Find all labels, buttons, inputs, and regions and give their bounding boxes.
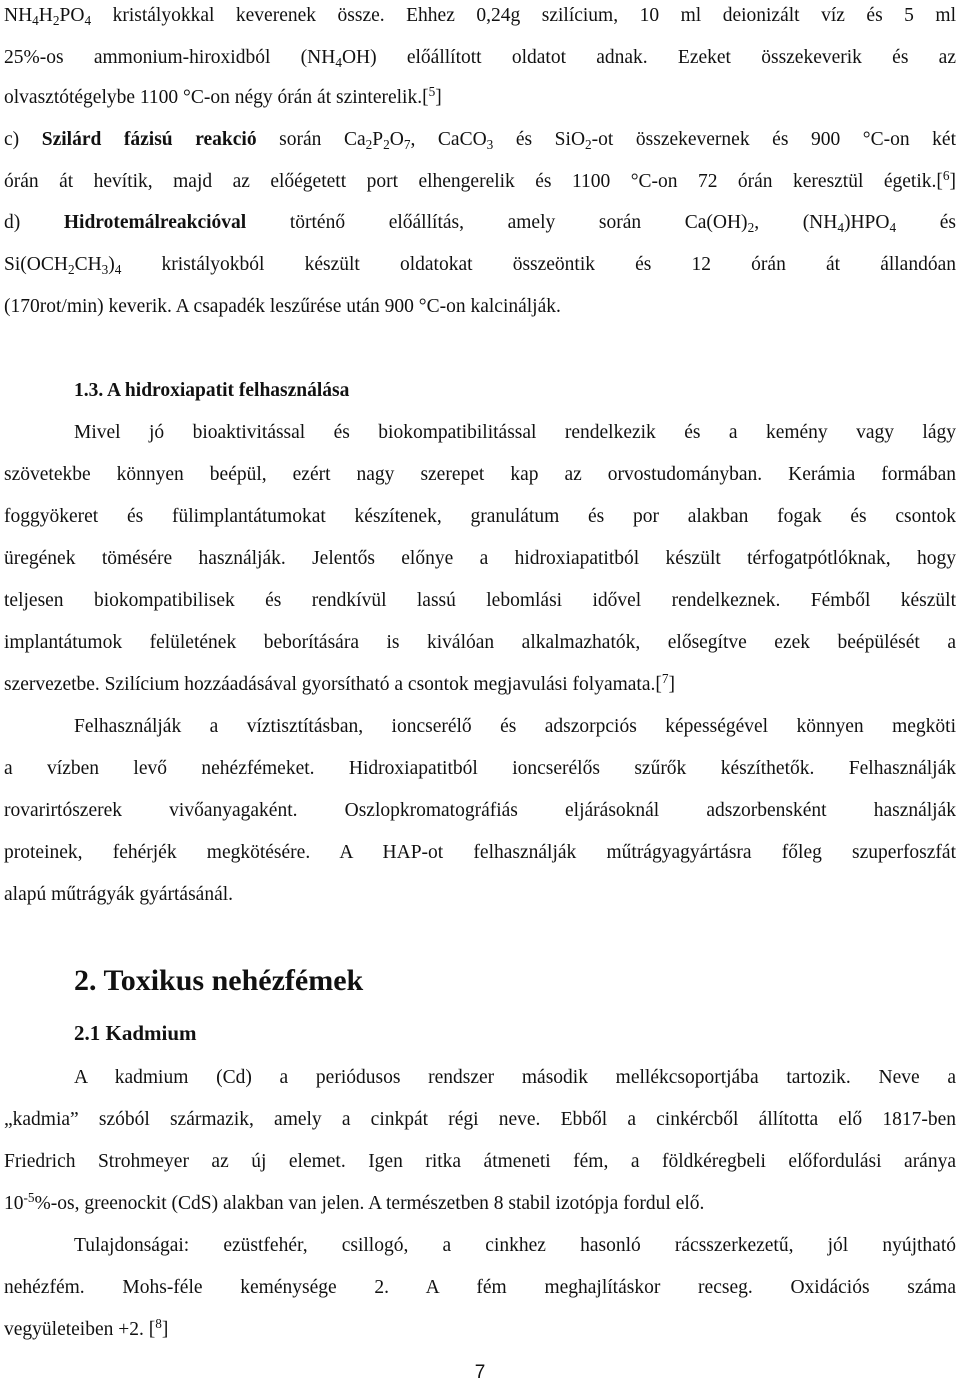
text-line: rovarirtószerek vivőanyagaként. Oszlopkromatográfiás eljárásoknál adszorbensként használják [4, 800, 956, 821]
text-line: $10^{-5}\%-os$, greenockit (CdS) alakban van jelen. A természetben 8 stabil izotópja fordul elő. [4, 1190, 705, 1214]
list-item-c: c) Szilárd fázisú reakció során Ca2P2O7, CaCO3 és SiO2-ot összekevernek és 900 °C-on két [4, 129, 956, 152]
text-line: órán át hevítik, majd az előégetett port elhengerelik és 1100 °C-on 72 órán keresztül égetik.[$^6$] [4, 168, 956, 192]
text-line: szervezetbe. Szilícium hozzáadásával gyorsítható a csontok megjavulási folyamata.[$^7$] [4, 671, 676, 695]
text-line: Friedrich Strohmeyer az új elemet. Igen ritka átmeneti fém, a földkéregbeli előfordulási aránya [4, 1151, 956, 1172]
text-line: teljesen biokompatibilisek és rendkívül lassú lebomlási idővel rendelkeznek. Fémből készült [4, 590, 956, 611]
text-line: Si(OCH2CH3)4 kristályokból készült oldatokat összeöntik és 12 órán át állandóan [4, 254, 956, 277]
text-line: proteinek, fehérjék megkötésére. A HAP-ot felhasználják műtrágyagyártásra főleg szuperfoszfát [4, 842, 956, 863]
text-line: a vízben levő nehézfémeket. Hidroxiapatitból ioncserélős szűrők készíthetők. Felhasználják [4, 758, 956, 779]
page-number: 7 [474, 1362, 486, 1383]
text-line: Mivel jó bioaktivitással és biokompatibilitással rendelkezik és a kemény vagy lágy [74, 422, 956, 443]
text-line: olvasztótégelybe 1100 °C-on négy órán át szinterelik.[$^5$] [4, 84, 442, 108]
text-line: 25%-os ammonium-hiroxidból (NH4OH) előállított oldatot adnak. Ezeket összekeverik és az [4, 47, 956, 70]
text-line: szövetekbe könnyen beépül, ezért nagy szerepet kap az orvostudományban. Kerámia formában [4, 464, 956, 485]
text-line: (170rot/min) keverik. A csapadék leszűrése után 900 °C-on kalcinálják. [4, 296, 561, 317]
text-line: Felhasználják a víztisztításban, ioncserélő és adszorpciós képességével könnyen megköti [74, 716, 956, 737]
text-line: NH4H2PO4 kristályokkal keverenek össze. Ehhez 0,24g szilícium, 10 ml deionizált víz és 5 ml [4, 5, 956, 28]
text-line: foggyökeret és fülimplantátumokat készítenek, granulátum és por alakban fogak és csontok [4, 506, 956, 527]
text-line: implantátumok felületének beborítására is kiválóan alkalmazhatók, elősegítve ezek beépülését a [4, 632, 956, 653]
section-heading: 1.3. A hidroxiapatit felhasználása [74, 380, 350, 401]
text-line: nehézfém. Mohs-féle keménysége 2. A fém meghajlításkor recseg. Oxidációs száma [4, 1277, 956, 1298]
chapter-heading: 2. Toxikus nehézfémek [74, 964, 364, 997]
subsection-heading: 2.1 Kadmium [74, 1021, 197, 1045]
text-line: „kadmia” szóból származik, amely a cinkpát régi neve. Ebből a cinkércből állította elő 1817-ben [4, 1109, 956, 1130]
text-line: vegyületeiben +2. [$^8$] [4, 1316, 169, 1340]
text-line: alapú műtrágyák gyártásánál. [4, 884, 234, 905]
list-item-d: d) Hidrotemálreakcióval történő előállítás, amely során Ca(OH)2, (NH4)HPO4 és [4, 212, 956, 235]
text-line: Tulajdonságai: ezüstfehér, csillogó, a cinkhez hasonló rácsszerkezetű, jól nyújtható [74, 1235, 956, 1256]
text-line: A kadmium (Cd) a periódusos rendszer második mellékcsoportjába tartozik. Neve a [74, 1067, 956, 1088]
text-line: üregének tömésére használják. Jelentős előnye a hidroxiapatitból készült térfogatpótlóknak, hogy [4, 548, 956, 569]
